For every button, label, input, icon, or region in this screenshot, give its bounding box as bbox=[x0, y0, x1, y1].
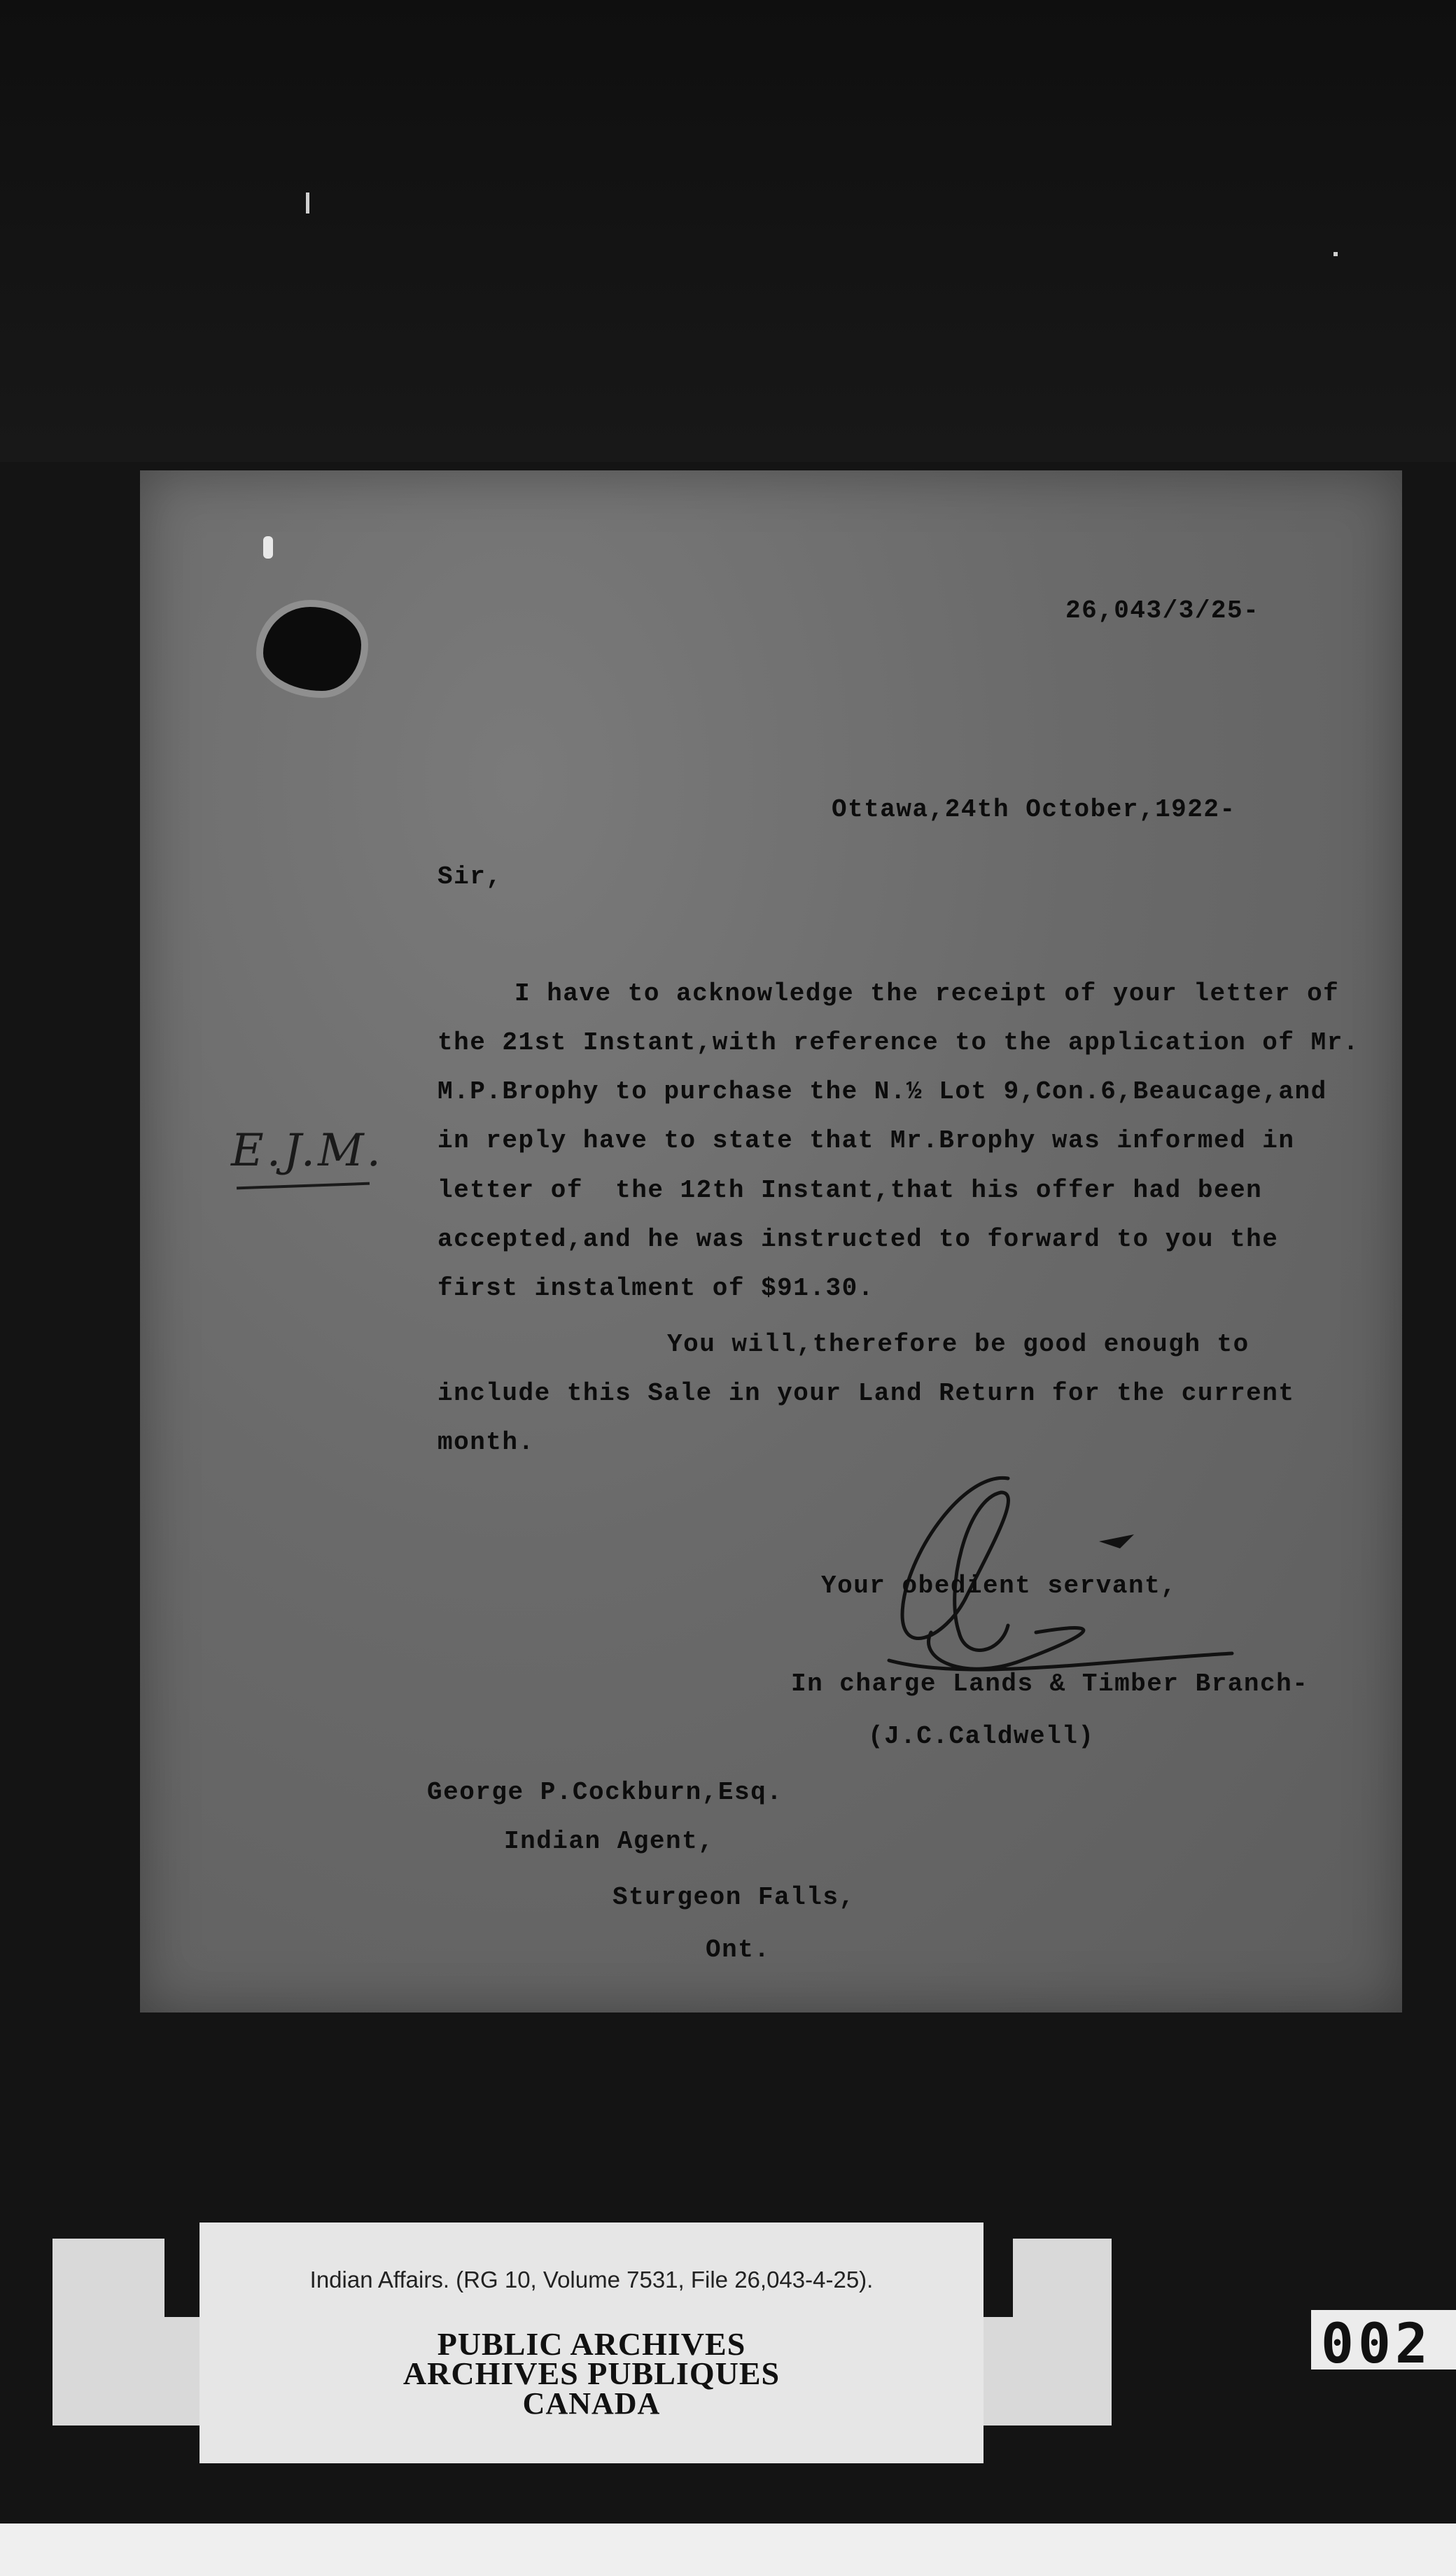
address-line: Sturgeon Falls, bbox=[612, 1883, 855, 1912]
address-line: George P.Cockburn,Esq. bbox=[427, 1778, 783, 1807]
film-speck bbox=[1334, 252, 1338, 256]
body-line: accepted,and he was instructed to forward to you the bbox=[438, 1225, 1279, 1254]
archive-name-en: PUBLIC ARCHIVES bbox=[437, 2326, 746, 2362]
body-line: letter of the 12th Instant,that his offer had been bbox=[438, 1176, 1263, 1205]
address-line: Ont. bbox=[706, 1935, 771, 1964]
salutation: Sir, bbox=[438, 862, 503, 891]
body-line: You will,therefore be good enough to bbox=[667, 1330, 1250, 1359]
margin-initials: E.J.M. bbox=[231, 1125, 384, 1177]
body-line: month. bbox=[438, 1428, 535, 1457]
archive-country: CANADA bbox=[522, 2386, 661, 2421]
address-line: Indian Agent, bbox=[504, 1827, 715, 1856]
film-edge-strip bbox=[0, 2524, 1456, 2576]
archive-citation: Indian Affairs. (RG 10, Volume 7531, File 26,043-4-25). bbox=[309, 2267, 874, 2292]
label-notch bbox=[164, 2239, 200, 2317]
signatory-title: In charge Lands & Timber Branch- bbox=[791, 1670, 1309, 1698]
film-scratch bbox=[306, 192, 309, 214]
body-line: first instalment of $91.30. bbox=[438, 1274, 874, 1303]
archive-name-fr: ARCHIVES PUBLIQUES bbox=[402, 2356, 780, 2391]
punch-hole bbox=[263, 607, 361, 691]
body-line: M.P.Brophy to purchase the N.½ Lot 9,Con.6,Beaucage,and bbox=[438, 1077, 1327, 1106]
paper-spot bbox=[263, 536, 273, 559]
label-notch bbox=[983, 2239, 1013, 2317]
film-margin bbox=[0, 0, 1456, 462]
body-line: I have to acknowledge the receipt of your letter of bbox=[514, 979, 1340, 1008]
signatory-name: (J.C.Caldwell) bbox=[868, 1722, 1095, 1751]
date-line: Ottawa,24th October,1922- bbox=[832, 795, 1236, 824]
frame-number: 002 bbox=[1321, 2313, 1432, 2376]
initials-underline bbox=[237, 1182, 370, 1190]
body-line: the 21st Instant,with reference to the application of Mr. bbox=[438, 1028, 1359, 1057]
file-reference: 26,043/3/25- bbox=[1065, 596, 1260, 625]
frame-number-tag bbox=[1311, 2310, 1456, 2376]
scanned-letter bbox=[140, 470, 1402, 2012]
body-line: include this Sale in your Land Return for the current bbox=[438, 1379, 1295, 1408]
closing: Your obedient servant, bbox=[821, 1572, 1177, 1600]
body-line: in reply have to state that Mr.Brophy was informed in bbox=[438, 1126, 1295, 1155]
